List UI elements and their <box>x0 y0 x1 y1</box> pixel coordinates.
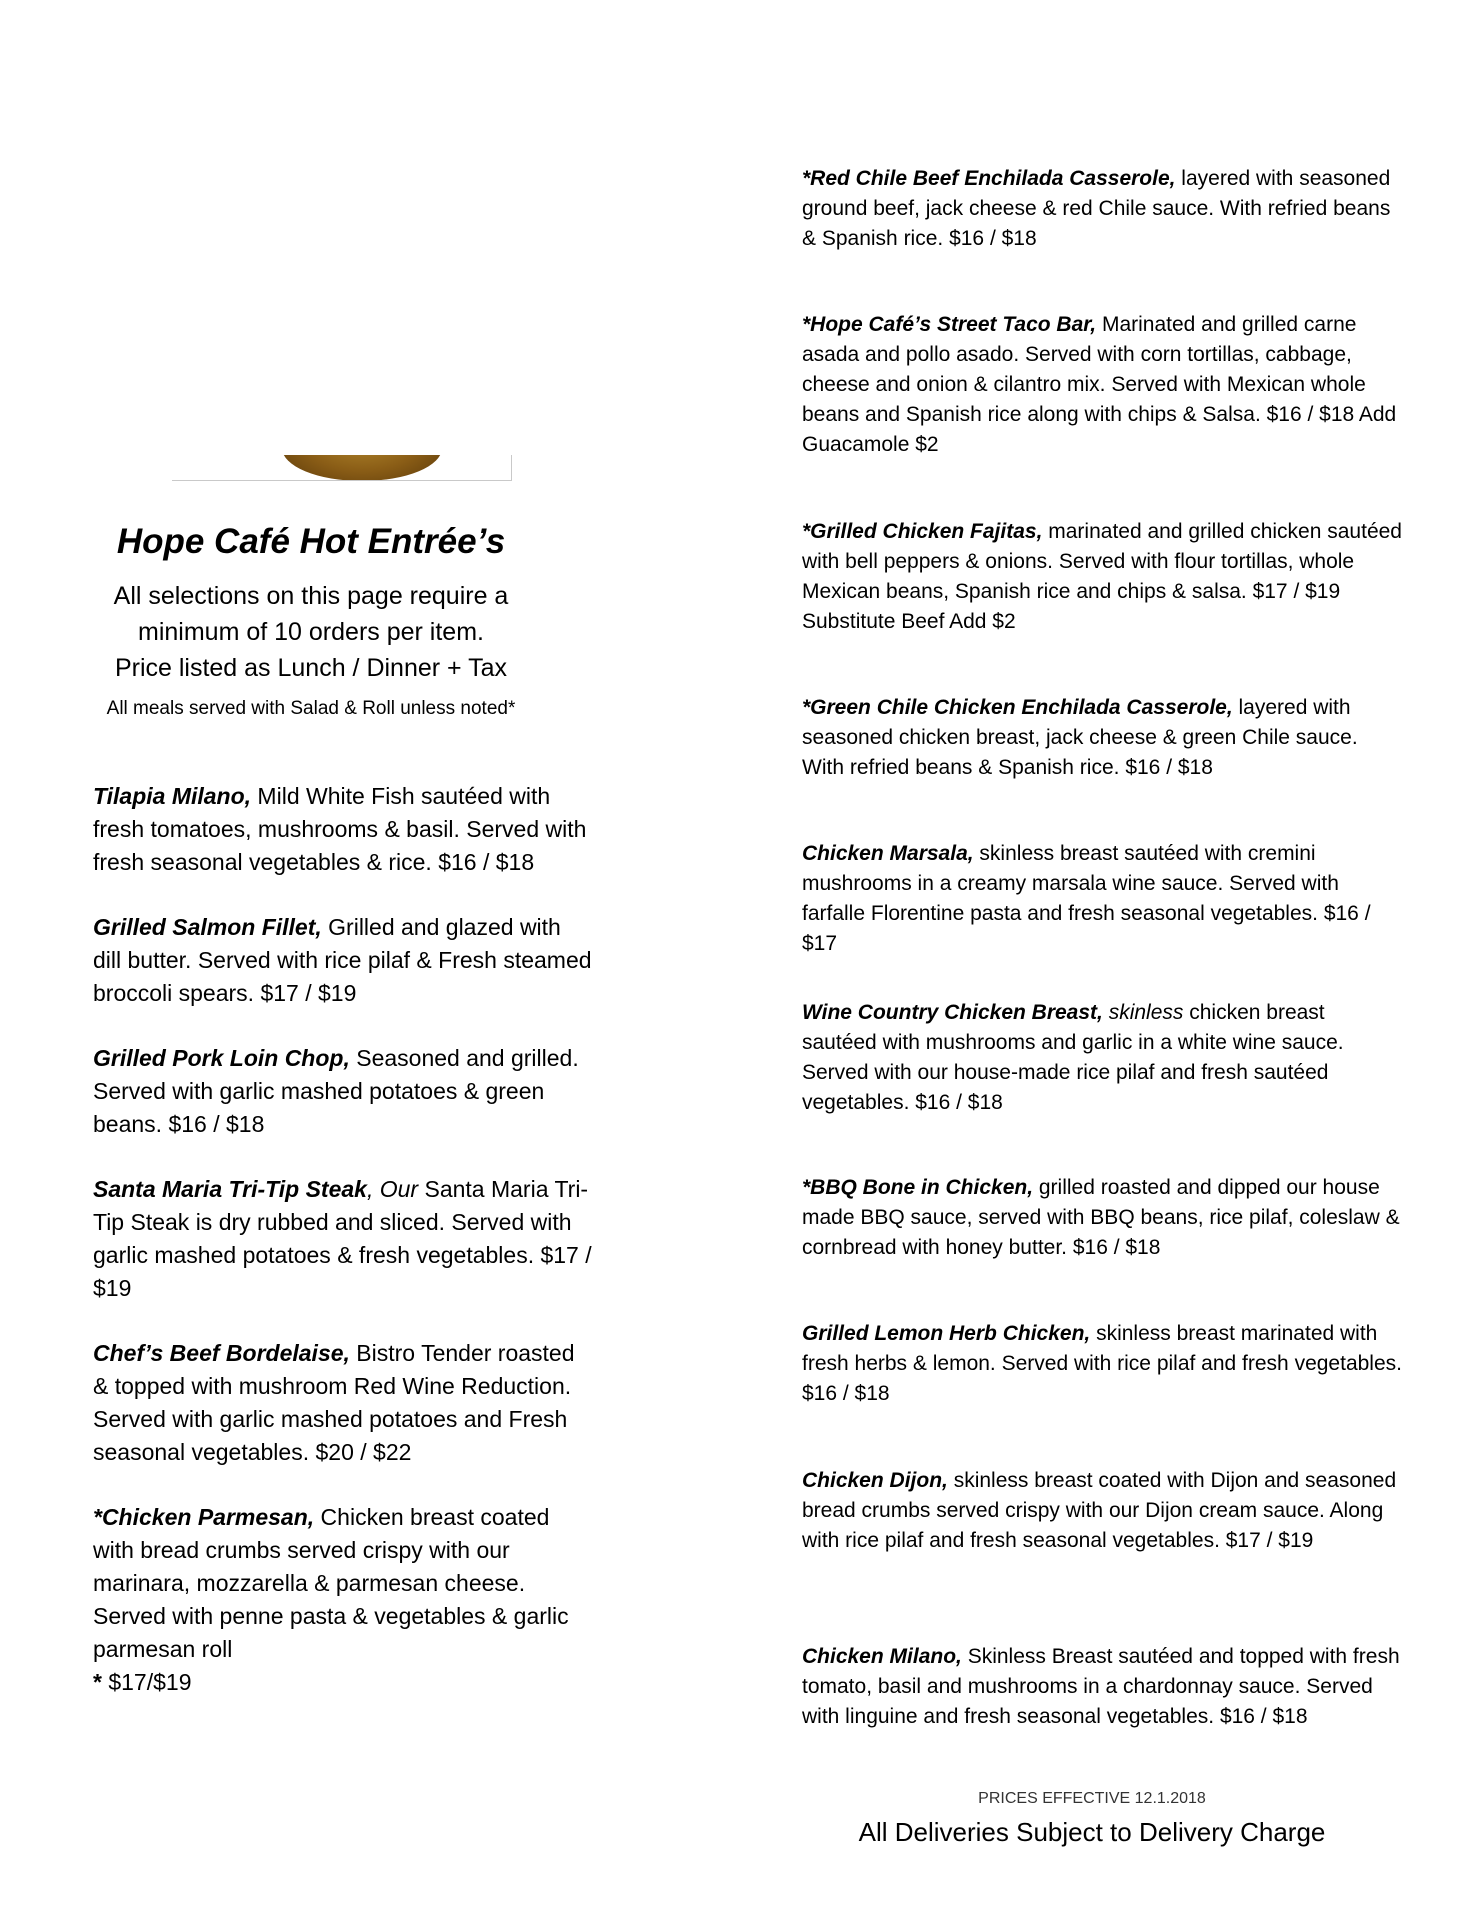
menu-item <box>802 693 1402 783</box>
item-description: Mild White Fish sautéed with fresh tomatoes, mushrooms & basil. Served with fresh seasonal vegetables & rice. $16 / $18 <box>93 783 587 875</box>
item-marker: * <box>93 1669 102 1695</box>
menu-item <box>93 911 593 1010</box>
item-name: Chef’s Beef Bordelaise, <box>93 1340 350 1366</box>
item-description: Santa Maria Tri-Tip Steak is dry rubbed and sliced. Served with garlic mashed potatoes & fresh vegetables. $17 / $19 <box>93 1176 592 1301</box>
item-description: layered with seasoned chicken breast, jack cheese & green Chile sauce. With refried beans & Spanish rice. $16 / $18 <box>802 696 1358 779</box>
item-name: Wine Country Chicken Breast, <box>802 1001 1103 1024</box>
footer <box>802 1788 1382 1850</box>
menu-item <box>802 998 1402 1118</box>
page-title: Hope Café Hot Entrée’s <box>116 522 506 561</box>
photo-frame-right <box>511 455 512 481</box>
item-description: skinless breast marinated with fresh herbs & lemon. Served with rice pilaf and fresh vegetables. $16 / $18 <box>802 1322 1402 1405</box>
meal-note: All meals served with Salad & Roll unless noted* <box>106 698 516 719</box>
item-name: Chicken Milano, <box>802 1645 962 1668</box>
menu-heading <box>93 520 613 722</box>
menu-item <box>93 1042 593 1141</box>
price-note: Price listed as Lunch / Dinner + Tax <box>114 654 508 682</box>
item-description: Grilled and glazed with dill butter. Served with rice pilaf & Fresh steamed broccoli spears. $17 / $19 <box>93 914 592 1006</box>
menu-item <box>802 1319 1402 1409</box>
menu-item <box>802 1173 1402 1263</box>
item-name: Santa Maria Tri-Tip Steak <box>93 1176 367 1202</box>
requirement-line-2: minimum of 10 orders per item. <box>138 618 484 646</box>
item-name: *Chicken Parmesan, <box>93 1504 315 1530</box>
item-name: *BBQ Bone in Chicken, <box>802 1176 1034 1199</box>
item-name: *Red Chile Beef Enchilada Casserole, <box>802 167 1176 190</box>
item-name: Chicken Marsala, <box>802 842 974 865</box>
menu-item <box>802 1466 1402 1556</box>
item-name: Grilled Lemon Herb Chicken, <box>802 1322 1091 1345</box>
item-description: Skinless Breast sautéed and topped with fresh tomato, basil and mushrooms in a chardonnay sauce. Served with linguine and fresh seasonal vegetables. $16 / $18 <box>802 1645 1400 1728</box>
item-name: *Green Chile Chicken Enchilada Casserole, <box>802 696 1233 719</box>
item-name: *Grilled Chicken Fajitas, <box>802 520 1043 543</box>
item-description: Bistro Tender roasted & topped with mushroom Red Wine Reduction. Served with garlic mashed potatoes and Fresh seasonal vegetables. $20 / $22 <box>93 1340 575 1465</box>
item-description: chicken breast sautéed with mushrooms and garlic in a white wine sauce. Served with our house-made rice pilaf and fresh sautéed vegetables. $16 / $18 <box>802 1001 1344 1114</box>
item-name-suffix: skinless <box>1102 1001 1184 1024</box>
item-description: layered with seasoned ground beef, jack cheese & red Chile sauce. With refried beans & Spanish rice. $16 / $18 <box>802 167 1391 250</box>
item-description: marinated and grilled chicken sautéed with bell peppers & onions. Served with flour tortillas, whole Mexican beans, Spanish rice and chips & salsa. $17 / $19 Substitute Beef Add $2 <box>802 520 1402 633</box>
prices-effective: PRICES EFFECTIVE 12.1.2018 <box>978 1790 1206 1807</box>
menu-item <box>802 164 1402 254</box>
delivery-note: All Deliveries Subject to Delivery Charge <box>858 1817 1326 1847</box>
item-price: $17/$19 <box>101 1669 192 1695</box>
item-description: Marinated and grilled carne asada and pollo asado. Served with corn tortillas, cabbage, cheese and onion & cilantro mix. Served with Mexican whole beans and Spanish rice along with chips & Salsa. $16 / $18 Add Guacamole $2 <box>802 313 1397 456</box>
item-description: Chicken breast coated with bread crumbs served crispy with our marinara, mozzarella & parmesan cheese. Served with penne pasta & vegetables & garlic parmesan roll <box>93 1504 569 1662</box>
food-photo-fragment <box>172 455 512 481</box>
item-name: Tilapia Milano, <box>93 783 252 809</box>
menu-item <box>93 780 593 879</box>
item-description: Seasoned and grilled. Served with garlic mashed potatoes & green beans. $16 / $18 <box>93 1045 579 1137</box>
menu-item <box>93 1501 593 1699</box>
menu-item <box>802 839 1402 959</box>
menu-item <box>93 1173 593 1305</box>
item-description: grilled roasted and dipped our house made BBQ sauce, served with BBQ beans, rice pilaf, coleslaw & cornbread with honey butter. $16 / $18 <box>802 1176 1400 1259</box>
item-description: skinless breast coated with Dijon and seasoned bread crumbs served crispy with our Dijon cream sauce. Along with rice pilaf and fresh seasonal vegetables. $17 / $19 <box>802 1469 1397 1552</box>
plate-image <box>282 455 442 482</box>
item-name: Grilled Salmon Fillet, <box>93 914 322 940</box>
menu-item <box>802 1642 1402 1732</box>
item-name: Chicken Dijon, <box>802 1469 948 1492</box>
item-description: skinless breast sautéed with cremini mushrooms in a creamy marsala wine sauce. Served with farfalle Florentine pasta and fresh seasonal vegetables. $16 / $17 <box>802 842 1371 955</box>
photo-frame-bottom <box>172 480 512 481</box>
item-name: *Hope Café’s Street Taco Bar, <box>802 313 1097 336</box>
menu-item <box>93 1337 593 1469</box>
left-menu-list <box>93 780 593 1731</box>
menu-item <box>802 517 1402 637</box>
menu-item <box>802 310 1402 460</box>
requirement-line-1: All selections on this page require a <box>113 582 509 610</box>
item-name: Grilled Pork Loin Chop, <box>93 1045 350 1071</box>
item-name-suffix: , Our <box>366 1176 419 1202</box>
